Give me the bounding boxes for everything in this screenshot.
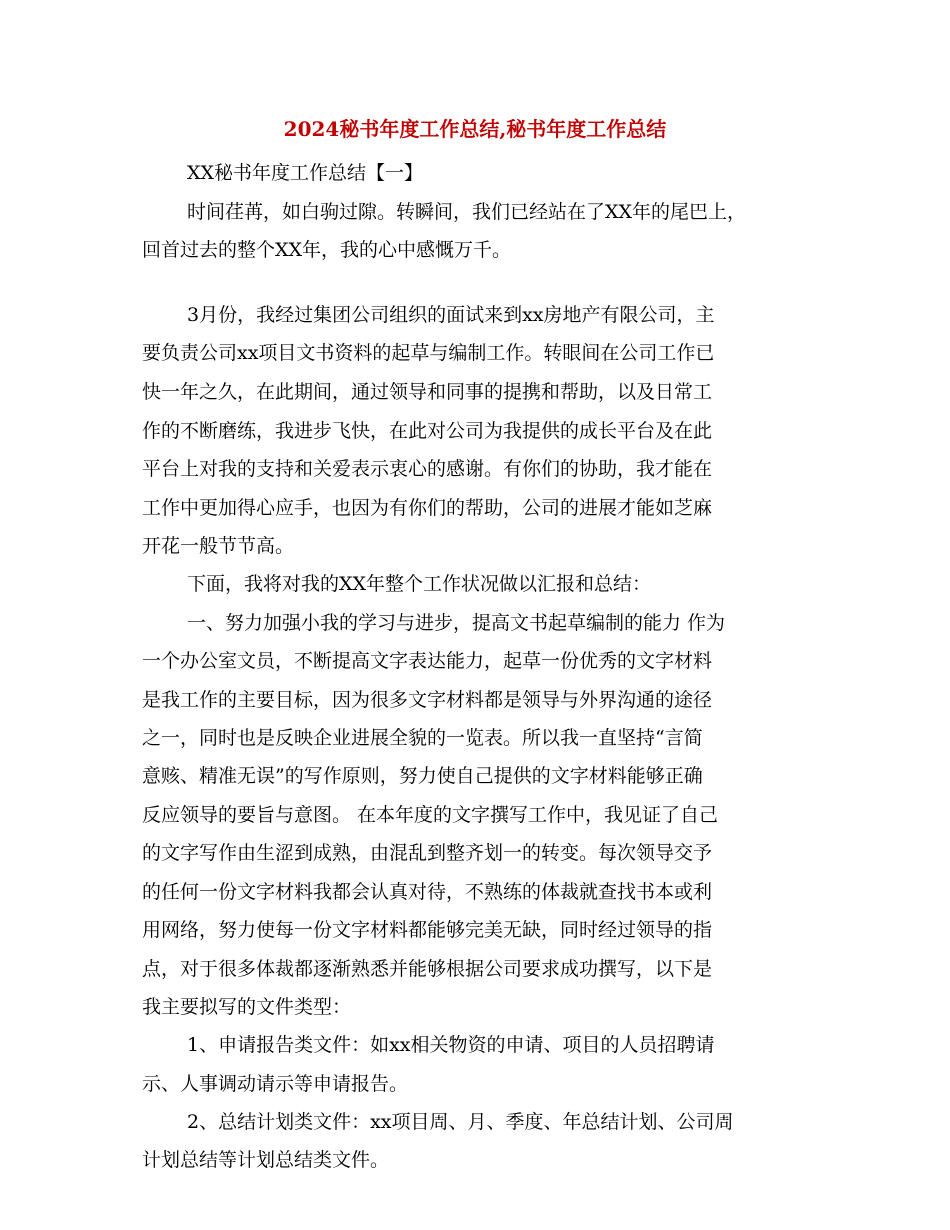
paragraph-line: 2、总结计划类文件：xx项目周、月、季度、年总结计划、公司周	[187, 1111, 734, 1133]
paragraph-line: 计划总结等计划总结类文件。	[142, 1149, 390, 1171]
paragraph-line: 时间荏苒，如白驹过隙。转瞬间，我们已经站在了XX年的尾巴上，	[187, 201, 747, 223]
paragraph-line: 回首过去的整个XX年，我的心中感慨万千。	[142, 239, 512, 261]
paragraph-line: 点，对于很多体裁都逐渐熟悉并能够根据公司要求成功撰写，以下是	[142, 958, 713, 980]
paragraph-line: 工作中更加得心应手，也因为有你们的帮助，公司的进展才能如芝麻	[142, 497, 713, 519]
paragraph-line: XX秘书年度工作总结【一】	[187, 162, 424, 184]
paragraph-line: 用网络，努力使每一份文字材料都能够完美无缺，同时经过领导的指	[142, 919, 713, 941]
paragraph-line: 意赅、精准无误”的写作原则，努力使自己提供的文字材料能够正确	[142, 765, 703, 787]
paragraph-line: 开花一般节节高。	[142, 535, 295, 557]
paragraph-line: 3月份，我经过集团公司组织的面试来到xx房地产有限公司，主	[187, 304, 715, 326]
paragraph-line: 是我工作的主要目标，因为很多文字材料都是领导与外界沟通的途径	[142, 689, 713, 711]
paragraph-line: 反应领导的要旨与意图。 在本年度的文字撰写工作中，我见证了自己	[142, 804, 719, 826]
paragraph-line: 一个办公室文员，不断提高文字表达能力，起草一份优秀的文字材料	[142, 650, 713, 672]
paragraph-line: 我主要拟写的文件类型：	[142, 996, 352, 1018]
paragraph-line: 示、人事调动请示等申请报告。	[142, 1073, 409, 1095]
paragraph-line: 快一年之久，在此期间，通过领导和同事的提携和帮助，以及日常工	[142, 381, 713, 403]
paragraph-line: 之一，同时也是反映企业进展全貌的一览表。所以我一直坚持“言简	[142, 727, 703, 749]
paragraph-line: 的文字写作由生涩到成熟，由混乱到整齐划一的转变。每次领导交予	[142, 842, 713, 864]
paragraph-line: 一、努力加强小我的学习与进步，提高文书起草编制的能力 作为	[187, 612, 726, 634]
paragraph-line: 要负责公司xx项目文书资料的起草与编制工作。转眼间在公司工作已	[142, 342, 715, 364]
paragraph-line: 作的不断磨练，我进步飞快，在此对公司为我提供的成长平台及在此	[142, 420, 713, 442]
document-title: 2024秘书年度工作总结,秘书年度工作总结	[283, 117, 667, 141]
paragraph-line: 平台上对我的支持和关爱表示衷心的感谢。有你们的协助，我才能在	[142, 458, 713, 480]
paragraph-line: 的任何一份文字材料我都会认真对待，不熟练的体裁就查找书本或利	[142, 881, 713, 903]
paragraph-line: 下面，我将对我的XX年整个工作状况做以汇报和总结：	[187, 573, 652, 595]
paragraph-line: 1、申请报告类文件：如xx相关物资的申请、项目的人员招聘请	[187, 1034, 715, 1056]
